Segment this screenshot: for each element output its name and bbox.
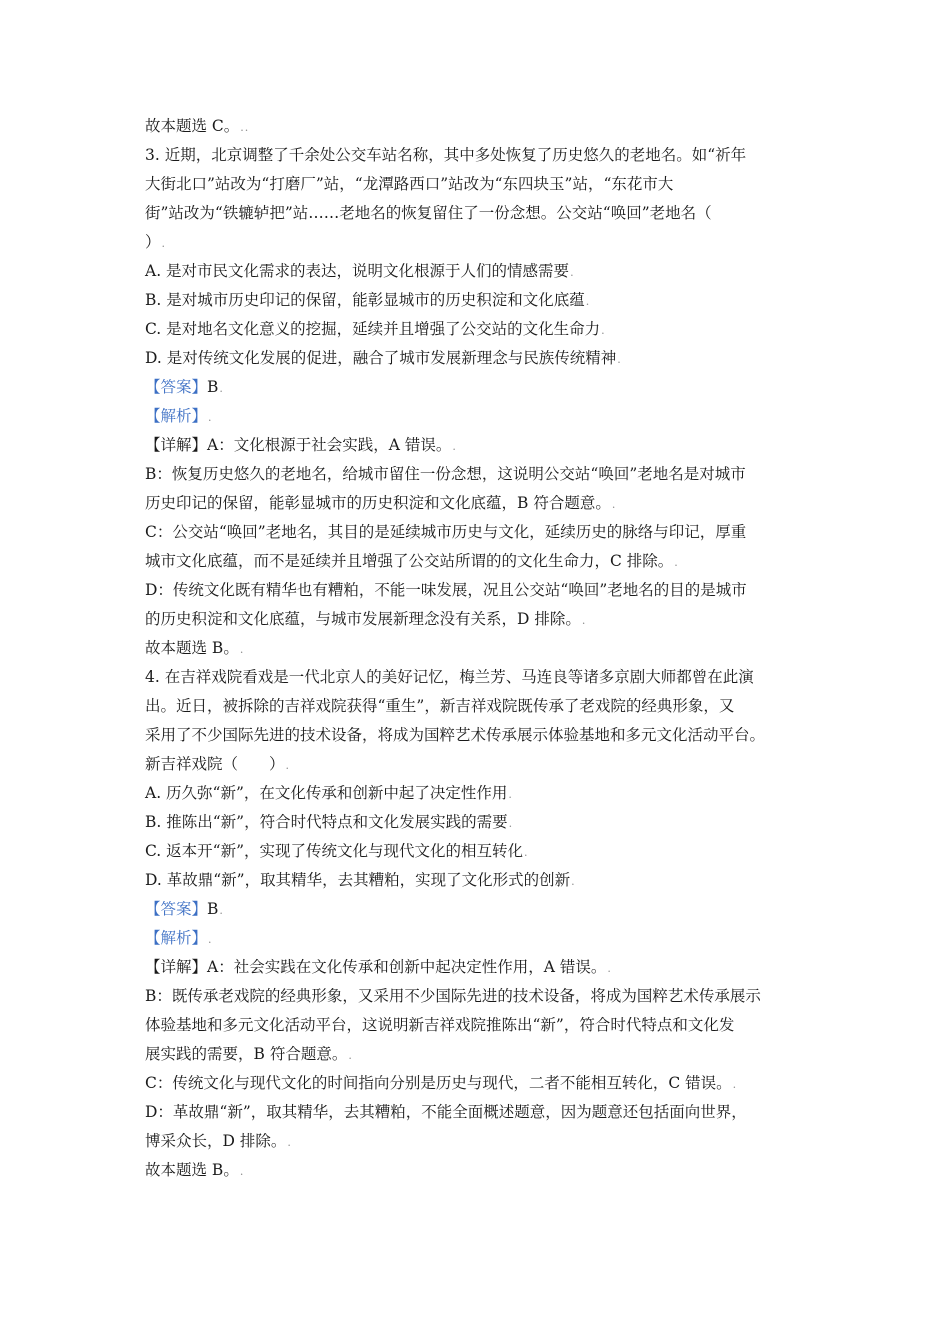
question-3-option-a: A. 是对市民文化需求的表达，说明文化根源于人们的情感需要. [145,262,574,280]
question-4-stem: 4. 在吉祥戏院看戏是一代北京人的美好记忆，梅兰芳、马连良等诸多京剧大师都曾在此演 [145,668,754,686]
question-3-stem: ）. [145,233,166,251]
conclusion-line: 故本题选 C。.. [145,117,249,135]
question-4-detail-c: C：传统文化与现代文化的时间指向分别是历史与现代，二者不能相互转化，C 错误。. [145,1074,737,1092]
question-4-stem: 新吉祥戏院（ ）. [145,755,290,773]
question-3-stem: 街”站改为“铁辘轳把”站……老地名的恢复留住了一份念想。公交站“唤回”老地名（ [145,204,712,222]
question-3-detail-b: 历史印记的保留，能彰显城市的历史积淀和文化底蕴，B 符合题意。. [145,494,616,512]
question-3-option-d: D. 是对传统文化发展的促进，融合了城市发展新理念与民族传统精神. [145,349,621,367]
question-4-detail-d: D：革故鼎“新”，取其精华，去其糟粕，不能全面概述题意，因为题意还包括面向世界， [145,1103,747,1121]
answer-value: B [207,378,219,396]
question-4-detail-b: 展实践的需要，B 符合题意。. [145,1045,352,1063]
question-4-option-a: A. 历久弥“新”，在文化传承和创新中起了决定性作用. [145,784,512,802]
question-3-detail-c: 城市文化底蕴，而不是延续并且增强了公交站所谓的的文化生命力，C 排除。. [145,552,678,570]
question-3-stem: 3. 近期，北京调整了千余处公交车站名称，其中多处恢复了历史悠久的老地名。如“祈年 [145,146,747,164]
document-page [145,112,810,1185]
question-3-option-c: C. 是对地名文化意义的挖掘，延续并且增强了公交站的文化生命力. [145,320,605,338]
question-4-stem: 出。近日，被拆除的吉祥戏院获得“重生”，新吉祥戏院既传承了老戏院的经典形象，又 [145,697,735,715]
question-4-stem: 采用了不少国际先进的技术设备，将成为国粹艺术传承展示体验基地和多元文化活动平台。 [145,726,766,744]
detail-label: 【详解】 [145,436,208,454]
question-3-detail-b: B：恢复历史悠久的老地名，给城市留住一份念想，这说明公交站“唤回”老地名是对城市 [145,465,746,483]
question-3-conclusion: 故本题选 B。. [145,639,244,657]
question-4-detail-d: 博采众长，D 排除。. [145,1132,291,1150]
question-3-analysis-label: 【解析】. [145,407,212,425]
question-4-option-d: D. 革故鼎“新”，取其精华，去其糟粕，实现了文化形式的创新. [145,871,575,889]
question-3-option-b: B. 是对城市历史印记的保留，能彰显城市的历史积淀和文化底蕴. [145,291,590,309]
question-4-option-b: B. 推陈出“新”，符合时代特点和文化发展实践的需要. [145,813,513,831]
answer-label: 【答案】 [145,900,208,918]
answer-value: B [207,900,219,918]
question-3-detail-a: 【详解】A：文化根源于社会实践，A 错误。. [145,436,456,454]
question-4-detail-a: 【详解】A：社会实践在文化传承和创新中起决定性作用，A 错误。. [145,958,611,976]
question-3-detail-c: C：公交站“唤回”老地名，其目的是延续城市历史与文化，延续历史的脉络与印记，厚重 [145,523,747,541]
detail-label: 【详解】 [145,958,208,976]
question-4-answer: 【答案】B. [145,900,223,918]
question-4-option-c: C. 返本开“新”，实现了传统文化与现代文化的相互转化. [145,842,528,860]
question-3-detail-d: D：传统文化既有精华也有糟粕，不能一味发展，况且公交站“唤回”老地名的目的是城市 [145,581,747,599]
question-4-detail-b: 体验基地和多元文化活动平台，这说明新吉祥戏院推陈出“新”，符合时代特点和文化发 [145,1016,735,1034]
question-4-detail-b: B：既传承老戏院的经典形象，又采用不少国际先进的技术设备，将成为国粹艺术传承展示 [145,987,761,1005]
question-3-detail-d: 的历史积淀和文化底蕴，与城市发展新理念没有关系，D 排除。. [145,610,586,628]
answer-label: 【答案】 [145,378,208,396]
question-3-stem: 大街北口”站改为“打磨厂”站，“龙潭路西口”站改为“东四块玉”站，“东花市大 [145,175,674,193]
question-4-conclusion: 故本题选 B。. [145,1161,244,1179]
question-3-answer: 【答案】B. [145,378,223,396]
question-4-analysis-label: 【解析】. [145,929,212,947]
